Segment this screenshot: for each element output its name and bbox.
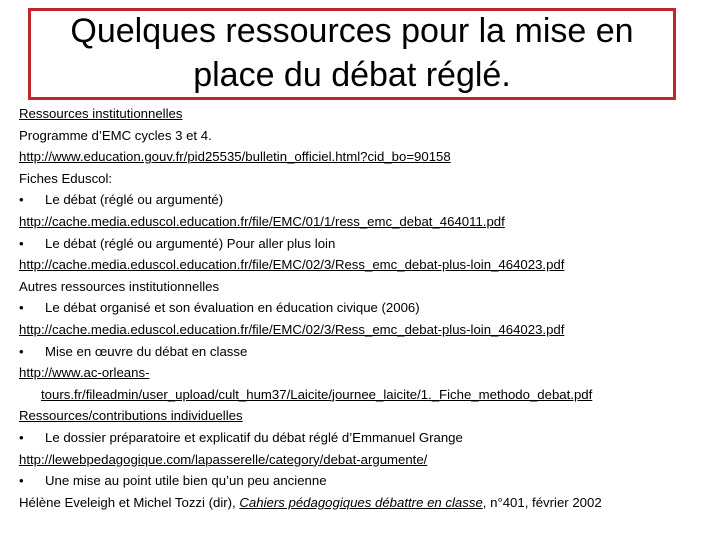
section-heading-individual: Ressources/contributions individuelles: [19, 408, 243, 424]
citation-line: Hélène Eveleigh et Michel Tozzi (dir), Cahiers pédagogiques débattre en classe, n°401, février 2002: [19, 494, 602, 510]
bullet-item: • Le débat organisé et son évaluation en éducation civique (2006): [19, 297, 714, 319]
bullet-item: • Une mise au point utile bien qu’un peu ancienne: [19, 470, 714, 492]
link-eduscol-debat[interactable]: http://cache.media.eduscol.education.fr/file/EMC/01/1/ress_emc_debat_464011.pdf: [19, 213, 505, 229]
bullet-icon: •: [19, 429, 24, 445]
bullet-icon: •: [19, 473, 24, 489]
bullet-icon: •: [19, 300, 24, 316]
text-line: Fiches Eduscol:: [19, 170, 113, 186]
bullet-item: • Mise en œuvre du débat en classe: [19, 341, 714, 363]
link-eduscol-plus-loin-2[interactable]: http://cache.media.eduscol.education.fr/file/EMC/02/3/Ress_emc_debat-plus-loin_464023.pdf: [19, 321, 565, 337]
link-ac-orleans-tours[interactable]: http://www.ac-orleans-: [19, 365, 150, 381]
title-line-2: place du débat réglé.: [193, 56, 511, 94]
link-eduscol-plus-loin[interactable]: http://cache.media.eduscol.education.fr/file/EMC/02/3/Ress_emc_debat-plus-loin_464023.pdf: [19, 257, 565, 273]
bullet-item: • Le dossier préparatoire et explicatif du débat réglé d’Emmanuel Grange: [19, 427, 714, 449]
link-lewebpedagogique[interactable]: http://lewebpedagogique.com/lapasserelle/category/debat-argumente/: [19, 451, 428, 467]
bullet-icon: •: [19, 235, 24, 251]
page-title: [28, 9, 676, 97]
section-heading-institutional: Ressources institutionnelles: [19, 106, 183, 121]
text-line: Programme d’EMC cycles 3 et 4.: [19, 127, 212, 143]
bullet-item: • Le débat (réglé ou argumenté): [19, 189, 714, 211]
link-bulletin-officiel[interactable]: http://www.education.gouv.fr/pid25535/bulletin_officiel.html?cid_bo=90158: [19, 149, 451, 165]
bullet-icon: •: [19, 343, 24, 359]
citation-title: Cahiers pédagogiques débattre en classe: [239, 494, 483, 510]
resources-list: [19, 103, 714, 513]
title-line-1: Quelques ressources pour la mise en: [70, 12, 634, 50]
bullet-item: • Le débat (réglé ou argumenté) Pour aller plus loin: [19, 233, 714, 255]
bullet-icon: •: [19, 192, 24, 208]
text-line: Autres ressources institutionnelles: [19, 278, 220, 294]
link-ac-orleans-tours-cont[interactable]: tours.fr/fileadmin/user_upload/cult_hum37/Laicite/journee_laicite/1._Fiche_methodo_debat.pdf: [41, 386, 593, 402]
